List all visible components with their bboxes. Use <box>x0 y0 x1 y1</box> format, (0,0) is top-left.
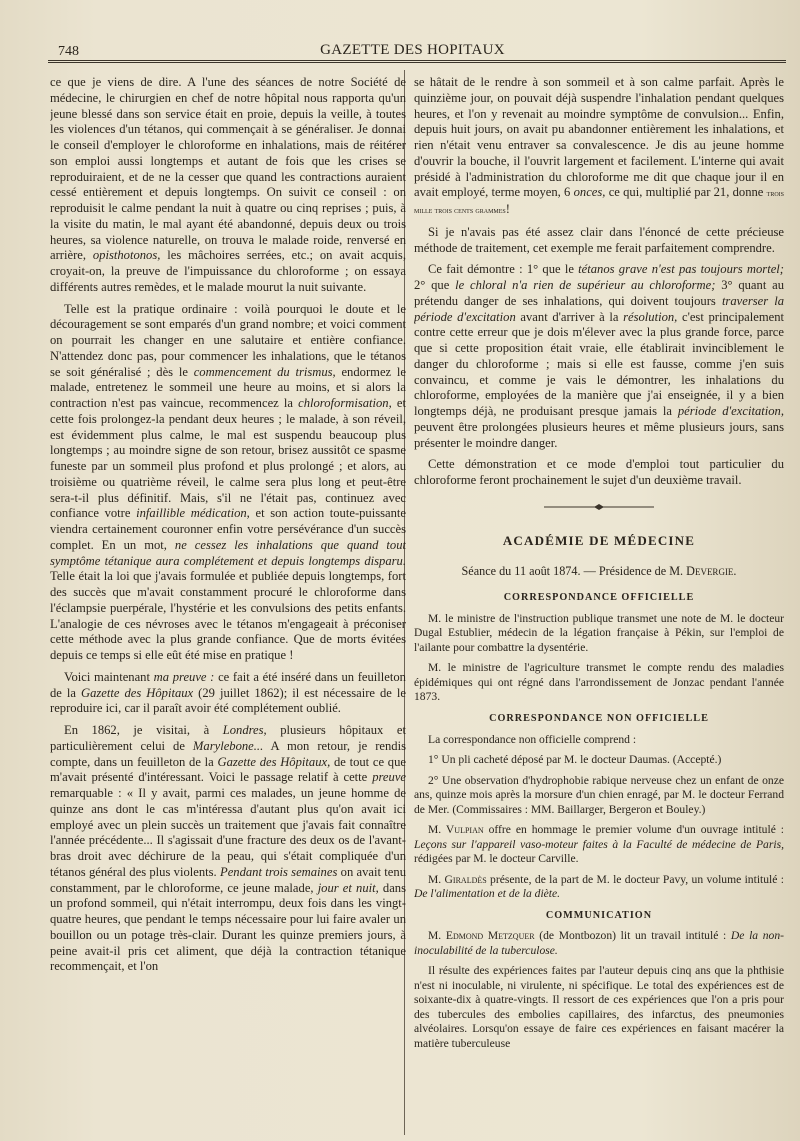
paragraph: La correspondance non officielle comprend : <box>428 732 637 746</box>
subsection-title: COMMUNICATION <box>545 909 653 921</box>
paragraph: Ce fait démontre : 1° que le tétanos grave n'est pas toujours mortel; 2° que le chloral n'a rien de supérieur au chloroforme; 3° quant au prétendu danger de ses inhalations, qui doivent toujours traverser la période d'excitation avant d'arriver à la résolution, c'est principalement contre cette erreur que je dois m'élever avec la plus grande force, parce que si cette proposition était vraie, elle établirait invinciblement le danger du chloroforme ; mais si elle est fausse, comme j'en suis convaincu, et comme je vais le démontrer, les inhalations du chloroforme, employées de la manière que j'ai enseignée, il y a bien longtemps déjà, ne produisant presque jamais la période d'excitation, peuvent être prolongées plusieurs heures et même plusieurs jours, sans présenter le moindre danger. <box>414 262 784 450</box>
paragraph: Telle est la pratique ordinaire : voilà pourquoi le doute et le découragement se sont emparés d'un grand nombre; et voici comment on pourrait les changer en une salutaire et entière confiance. N'attendez donc pas, pour commencer les inhalations, que le tétanos se soit généralisé ; dès le commencement du trismus, endormez le malade, entretenez le sommeil une heure au moins, et si alors la contraction n'est pas vaincue, recommencez la chloroformisation, et cette fois prolongez-la pendant deux heures ; le malade, à son réveil, est évidemment plus calme, le mal est suspendu beaucoup plus longtemps ; au moindre signe de son retour, brisez aussitôt ce spasme funeste par un sommeil plus profond et plus prolongé ; et alors, au troisième ou quatrième réveil, le calme sera plus long et peut-être sera-t-il plus définitif. Mais, s'il ne l'était pas, continuez avec confiance votre infaillible médication, et son action toute-puissante viendra certainement couronner enfin votre persévérance d'un succès complet. En un mot, ne cessez les inhalations que quand tout symptôme tétanique aura complétement et depuis longtemps disparu. Telle était la loi que j'avais formulée et publiée depuis longtemps, fort des succès que m'avait constamment procuré le chloroforme dans l'éclampsie puerpérale, l'hystérie et les convulsions des petits enfants. L'analogie de ces névroses avec le tétanos m'engageait à préconiser cette méthode avec la plus grande confiance. Que de morts évitées depuis ce temps si elle eût été mise en pratique ! <box>50 301 406 662</box>
section-ornament <box>414 501 784 517</box>
paragraph: En 1862, je visitai, à Londres, plusieurs hôpitaux et particulièrement celui de Marylebone... A mon retour, je rendis compte, dans un feuilleton de la Gazette des Hôpitaux, de tout ce que m'avait présenté d'intéressant. Voici le passage relatif à cette preuve remarquable : « Il y avait, parmi ces malades, un jeune homme de quinze ans dont le cas m'intéressa d'autant plus qu'on avait ici employé avec un plein succès un traitement que j'avais fait connaître l'année précédente... Il s'agissait d'une fracture des deux os de l'avant-bras droit avec déchirure de la peau, qui s'était compliquée d'un tétanos général des plus violents. Pendant trois semaines on avait tenu constamment, par le chloroforme, ce jeune malade, jour et nuit, dans un profond sommeil, qui n'était interrompu, deux fois dans les vingt-quatre heures, que pendant le temps nécessaire pour lui faire avaler un bouillon ou un potage très-clair. Durant les quinze premiers jours, à peine avait-il pris cet aliment, que déjà la contraction tétanique recommençait, et l'on <box>50 723 406 974</box>
section-title: ACADÉMIE DE MÉDECINE <box>502 532 696 548</box>
paragraph: M. le ministre de l'agriculture transmet le compte rendu des maladies épidémiques qui ont régné dans l'arrondissement de Jonzac pendant l'année 1873. <box>414 661 784 704</box>
paragraph: Si je n'avais pas été assez clair dans l'énoncé de cette précieuse méthode de traitement, cet exemple me ferait parfaitement comprendre. <box>414 224 784 255</box>
paragraph: ce que je viens de dire. A l'une des séances de notre Société de médecine, le chirurgien en chef de notre hôpital nous rapporta qu'un jeune blessé dans son service était en proie, depuis la veille, à toutes les violences d'un tétanos, qui commençait à se généraliser. Je donnai le conseil d'employer le chloroforme en inhalations, mais de réitérer son emploi aussi longtemps et autant de fois que les crises se reproduiraient, et de ne la cesser que quand les contractions auraient cessé entièrement et depuis longtemps. On suivit ce conseil : on reproduisit le calme pendant la nuit à quatre ou cinq reprises ; puis, à la visite du matin, le mal ayant été abandonné, depuis deux ou trois heures, sa violence naturelle, on trouva le malade roide, renversé en arrière, opisthotonos, les mâchoires serrées, etc.; on avait acquis, croyait-on, la preuve de l'impuissance du chloroforme ; on essaya différents autres remèdes, et le malade mourut la nuit suivante. <box>50 75 406 294</box>
paragraph: 1° Un pli cacheté déposé par M. le docteur Daumas. (Accepté.) <box>428 753 722 766</box>
paragraph: Cette démonstration et ce mode d'emploi tout particulier du chloroforme feront prochainement le sujet d'un deuxième travail. <box>414 457 784 487</box>
journal-title: GAZETTE DES HOPITAUX <box>320 42 505 58</box>
paragraph: 2° Une observation d'hydrophobie rabique nerveuse chez un enfant de onze ans, quinze mois après la morsure d'un chien enragé, par M. le docteur Ferrand de Mer. (Commissaires : MM. Baillarger, Bergeron et Bouley.) <box>414 773 784 816</box>
session-line: Séance du 11 août 1874. — Présidence de M. Devergie. <box>461 564 737 579</box>
ornament-rule <box>544 503 654 511</box>
paragraph: M. Vulpian offre en hommage le premier volume d'un ouvrage intitulé : Leçons sur l'appareil vaso-moteur faites à la Faculté de médecine de Paris, rédigées par M. le docteur Carville. <box>414 823 784 865</box>
header-rule <box>48 60 786 63</box>
page-number: 748 <box>58 44 79 59</box>
paragraph: M. Giraldès présente, de la part de M. le docteur Pavy, un volume intitulé : De l'alimentation et de la diète. <box>414 872 784 900</box>
paragraph: M. Edmond Metzquer (de Montbozon) lit un travail intitulé : De la non-inoculabilité de la tuberculose. <box>414 929 784 957</box>
left-column <box>50 75 406 1135</box>
paragraph: M. le ministre de l'instruction publique transmet une note de M. le docteur Dugal Estublier, médecin de la légation française à Pékin, sur l'emploi de l'ailante pour combattre la dysentérie. <box>414 611 784 654</box>
paragraph: se hâtait de le rendre à son sommeil et à son calme parfait. Après le quinzième jour, on pouvait déjà suspendre l'inhalation pendant quelques heures, et l'on y revenait au moindre symptôme de convulsion... Enfin, depuis huit jours, on avait pu abandonner entièrement les inhalations, et rien n'était venu entraver sa convalescence. Je dis au jeune homme d'ouvrir la bouche, il l'ouvrit largement et facilement. L'interne qui avait présidé à l'administration du chloroforme me dit que chaque jour il en avait employé, terme moyen, 6 onces, ce qui, multiplié par 21, donne trois mille trois cents grammes! <box>414 75 784 216</box>
paragraph: Voici maintenant ma preuve : ce fait a été inséré dans un feuilleton de la Gazette des Hôpitaux (29 juillet 1862); il est nécessaire de le reproduire ici, car il paraît avoir été complétement oublié. <box>50 669 406 716</box>
subsection-title: CORRESPONDANCE OFFICIELLE <box>503 592 695 603</box>
page-header <box>40 38 785 60</box>
paragraph: Il résulte des expériences faites par l'auteur depuis cinq ans que la phthisie n'est ni inoculable, ni virulente, ni spécifique. Le total des expériences est de soixante-dix à quatre-vingts. Il ressort de ces expériences que l'on a pris pour des tubercules des embolies capillaires, des infarctus, des pneumonies alvéolaires. Lorsqu'on essaye de faire ces expériences en faisant macérer la matière tuberculeuse <box>414 964 784 1050</box>
subsection-title: CORRESPONDANCE NON OFFICIELLE <box>489 712 709 724</box>
right-column <box>414 75 784 1135</box>
